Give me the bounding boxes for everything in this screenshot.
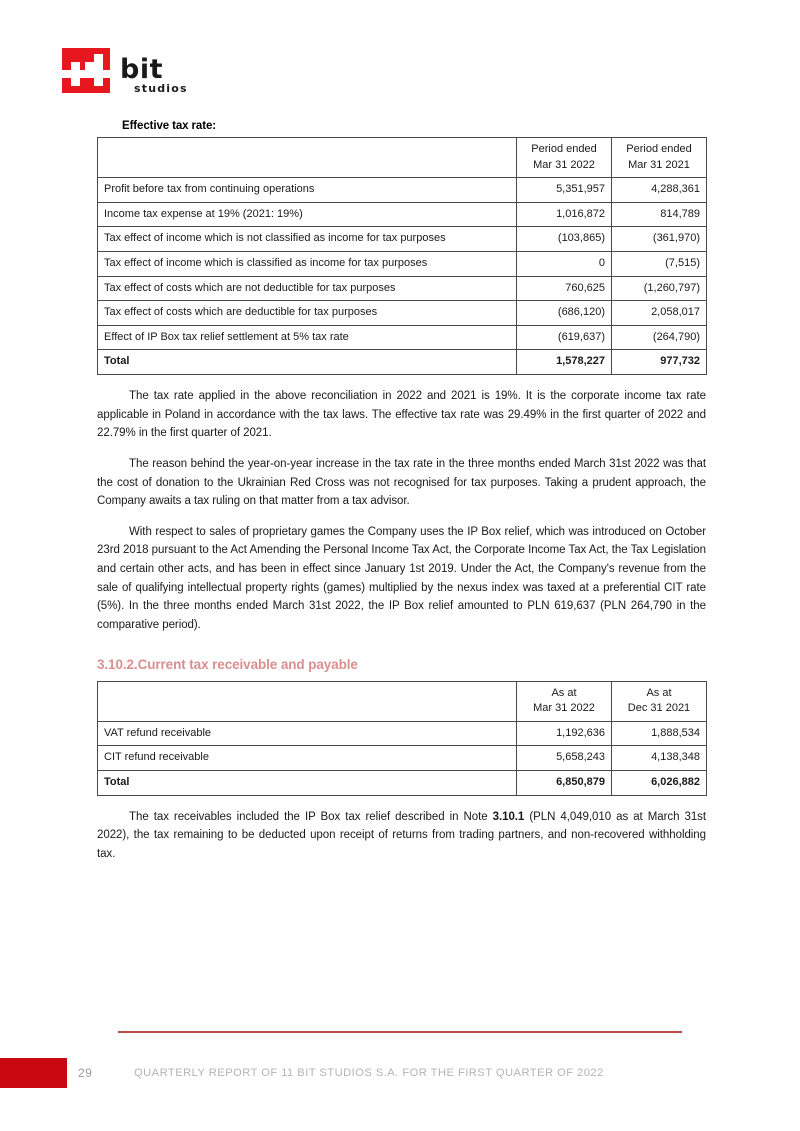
row-value-2022: (619,637) [517, 325, 612, 350]
row-label: Tax effect of costs which are not deductible for tax purposes [98, 276, 517, 301]
header-col-2021-line2: Mar 31 2021 [628, 158, 690, 171]
section-heading-3-10-2: 3.10.2.Current tax receivable and payable [97, 656, 358, 672]
header-col-2021 [612, 138, 707, 178]
header-col-2022-line2: Mar 31 2022 [533, 158, 595, 171]
footer-red-block [0, 1058, 67, 1088]
row-value-dec-2021: 6,026,882 [612, 771, 707, 796]
header-col-2022-line1: Period ended [531, 143, 597, 155]
row-value-2022: (103,865) [517, 227, 612, 252]
header-col-dec-2021 [612, 681, 707, 721]
eleven-bit-studios-mark-icon [62, 48, 114, 93]
effective-tax-rate-table [97, 137, 707, 375]
table-row [98, 301, 707, 326]
current-tax-receivable-table [97, 681, 707, 796]
table-row [98, 276, 707, 301]
table-row [98, 202, 707, 227]
header-col-2022 [517, 138, 612, 178]
row-value-mar-2022: 6,850,879 [517, 771, 612, 796]
paragraph-tax-receivables [97, 808, 706, 864]
header-blank-cell [98, 138, 517, 178]
paragraph-tax-receivables-part2: (PLN 4,049,010 as at March 31st 2022), the tax remaining to be deducted upon receipt of returns from trading partners, and non-recovered withholding tax. [97, 810, 707, 860]
row-label: Profit before tax from continuing operations [98, 178, 517, 203]
row-value-dec-2021: 4,138,348 [612, 746, 707, 771]
row-value-2021: 977,732 [612, 350, 707, 375]
paragraph-ip-box-relief: With respect to sales of proprietary games the Company uses the IP Box relief, which was introduced on October 23rd 2018 pursuant to the Act Amending the Personal Income Tax Act, the Corporate Income Tax Act, the Tax Legislation and certain other acts, and has been in effect since January 1st 2019. Under the Act, the Company's revenue from the sale of qualifying intellectual property rights (games) multiplied by the nexus index was taxed at a preferential CIT rate (5%). In the three months ended March 31st 2022, the IP Box relief amounted to PLN 619,637 (PLN 264,790 in the comparative period). [97, 525, 706, 631]
row-value-2022: 760,625 [517, 276, 612, 301]
table-row [98, 178, 707, 203]
effective-tax-rate-caption: Effective tax rate: [122, 120, 216, 132]
row-value-2021: (264,790) [612, 325, 707, 350]
row-value-2022: 5,351,957 [517, 178, 612, 203]
paragraph-tax-rate: The tax rate applied in the above reconciliation in 2022 and 2021 is 19%. It is the corporate income tax rate applicable in Poland in accordance with the tax laws. The effective tax rate was 29.49% in the first quarter of 2022 and 22.79% in the first quarter of 2021. [97, 390, 706, 440]
row-value-2022: (686,120) [517, 301, 612, 326]
row-value-mar-2022: 5,658,243 [517, 746, 612, 771]
company-logo [62, 48, 212, 100]
footer-page-number: 29 [78, 1066, 93, 1080]
row-value-mar-2022: 1,192,636 [517, 721, 612, 746]
header-col-dec-2021-line1: As at [646, 686, 672, 699]
row-value-2021: (1,260,797) [612, 276, 707, 301]
row-label: Tax effect of income which is not classified as income for tax purposes [98, 227, 517, 252]
footer-report-title: QUARTERLY REPORT OF 11 BIT STUDIOS S.A. FOR THE FIRST QUARTER OF 2022 [134, 1067, 604, 1079]
row-value-2021: 2,058,017 [612, 301, 707, 326]
table-total-row [98, 771, 707, 796]
row-value-2021: (7,515) [612, 252, 707, 277]
header-col-dec-2021-line2: Dec 31 2021 [627, 702, 691, 715]
row-value-2021: (361,970) [612, 227, 707, 252]
svg-text:studios: studios [134, 82, 188, 95]
logo-wordmark [120, 52, 212, 96]
table-header-row [98, 138, 707, 178]
row-value-2022: 0 [517, 252, 612, 277]
svg-text:bit: bit [120, 54, 163, 85]
paragraph-tax-receivables-part1: The tax receivables included the IP Box tax relief described in Note [129, 810, 493, 823]
row-value-2021: 4,288,361 [612, 178, 707, 203]
footer-divider-rule [118, 1031, 682, 1033]
row-value-2021: 814,789 [612, 202, 707, 227]
row-label: Total [98, 771, 517, 796]
row-label: CIT refund receivable [98, 746, 517, 771]
page-content [97, 120, 706, 864]
table-row [98, 252, 707, 277]
row-label: VAT refund receivable [98, 721, 517, 746]
row-value-2022: 1,578,227 [517, 350, 612, 375]
table-header-row [98, 681, 707, 721]
row-label: Effect of IP Box tax relief settlement at 5% tax rate [98, 325, 517, 350]
table-row [98, 746, 707, 771]
table-row [98, 721, 707, 746]
table-total-row [98, 350, 707, 375]
row-value-2022: 1,016,872 [517, 202, 612, 227]
header-col-2021-line1: Period ended [626, 143, 692, 155]
header-blank-cell [98, 681, 517, 721]
row-label: Tax effect of income which is classified as income for tax purposes [98, 252, 517, 277]
table-row [98, 325, 707, 350]
header-col-mar-2022 [517, 681, 612, 721]
paragraph-tax-increase-reason: The reason behind the year-on-year increase in the tax rate in the three months ended March 31st 2022 was that the cost of donation to the Ukrainian Red Cross was not recognised for tax purposes. Taking a prudent approach, the Company awaits a tax ruling on that matter from a tax advisor. [97, 457, 706, 508]
row-value-dec-2021: 1,888,534 [612, 721, 707, 746]
table-row [98, 227, 707, 252]
note-reference-3-10-1: 3.10.1 [492, 810, 525, 823]
row-label: Tax effect of costs which are deductible for tax purposes [98, 301, 517, 326]
header-col-mar-2022-line2: Mar 31 2022 [533, 702, 595, 715]
row-label: Income tax expense at 19% (2021: 19%) [98, 202, 517, 227]
row-label: Total [98, 350, 517, 375]
header-col-mar-2022-line1: As at [551, 686, 577, 699]
